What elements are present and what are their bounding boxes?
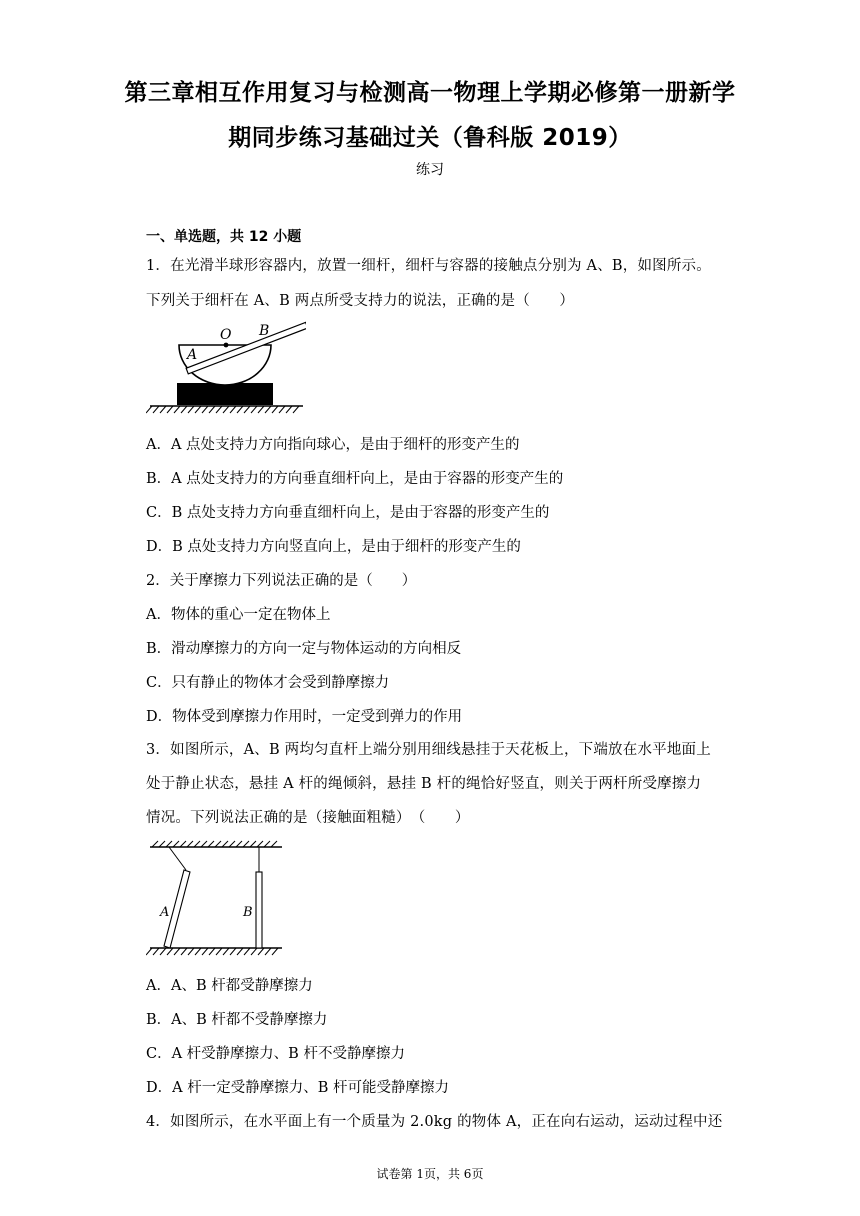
page-footer: 试卷第 1页，共 6页 — [376, 1167, 484, 1181]
hemisphere-rod-figure — [146, 318, 306, 416]
question-2-option-b: B．滑动摩擦力的方向一定与物体运动的方向相反 — [146, 641, 462, 657]
label-rod-b: B — [243, 905, 253, 920]
question-1-stem-line-1: 1．在光滑半球形容器内，放置一细杆，细杆与容器的接触点分别为 A、B，如图所示。 — [146, 258, 711, 274]
question-4-stem-line-1: 4．如图所示，在水平面上有一个质量为 2.0kg 的物体 A，正在向右运动，运动过程中还 — [146, 1114, 723, 1130]
question-2-option-c: C．只有静止的物体才会受到静摩擦力 — [146, 675, 390, 691]
question-3-stem-line-3: 情况。下列说法正确的是（接触面粗糙） （ ） — [146, 810, 470, 826]
label-b: B — [259, 323, 270, 339]
hanging-rods-figure — [146, 840, 286, 956]
document-subtitle: 练习 — [416, 162, 444, 178]
question-2-option-a: A．物体的重心一定在物体上 — [146, 607, 331, 623]
question-1-stem-line-2: 下列关于细杆在 A、B 两点所受支持力的说法，正确的是（ ） — [146, 293, 575, 309]
question-3-option-b: B．A、B 杆都不受静摩擦力 — [146, 1012, 328, 1028]
question-3-option-c: C．A 杆受静摩擦力、B 杆不受静摩擦力 — [146, 1046, 405, 1062]
document-title-line-2: 期同步练习基础过关（鲁科版 2019） — [228, 125, 632, 151]
question-2-stem: 2．关于摩擦力下列说法正确的是（ ） — [146, 573, 417, 589]
question-1-option-a: A．A 点处支持力方向指向球心，是由于细杆的形变产生的 — [146, 437, 520, 453]
question-1-option-c: C．B 点处支持力方向垂直细杆向上，是由于容器的形变产生的 — [146, 505, 550, 521]
question-2-option-d: D．物体受到摩擦力作用时，一定受到弹力的作用 — [146, 709, 463, 725]
question-3-stem-line-1: 3．如图所示，A、B 两均匀直杆上端分别用细线悬挂于天花板上，下端放在水平地面上 — [146, 742, 711, 758]
question-1-option-d: D．B 点处支持力方向竖直向上，是由于细杆的形变产生的 — [146, 539, 521, 555]
label-rod-a: A — [160, 905, 170, 920]
label-a: A — [187, 347, 198, 363]
question-3-option-d: D．A 杆一定受静摩擦力、B 杆可能受静摩擦力 — [146, 1080, 449, 1096]
document-title-line-1: 第三章相互作用复习与检测高一物理上学期必修第一册新学 — [124, 80, 736, 106]
question-1-option-b: B．A 点处支持力的方向垂直细杆向上，是由于容器的形变产生的 — [146, 471, 564, 487]
question-3-option-a: A．A、B 杆都受静摩擦力 — [146, 978, 313, 994]
label-o: O — [220, 327, 232, 343]
question-3-stem-line-2: 处于静止状态，悬挂 A 杆的绳倾斜，悬挂 B 杆的绳恰好竖直，则关于两杆所受摩擦力 — [146, 776, 702, 792]
section-heading: 一、单选题，共 12 小题 — [146, 229, 302, 245]
